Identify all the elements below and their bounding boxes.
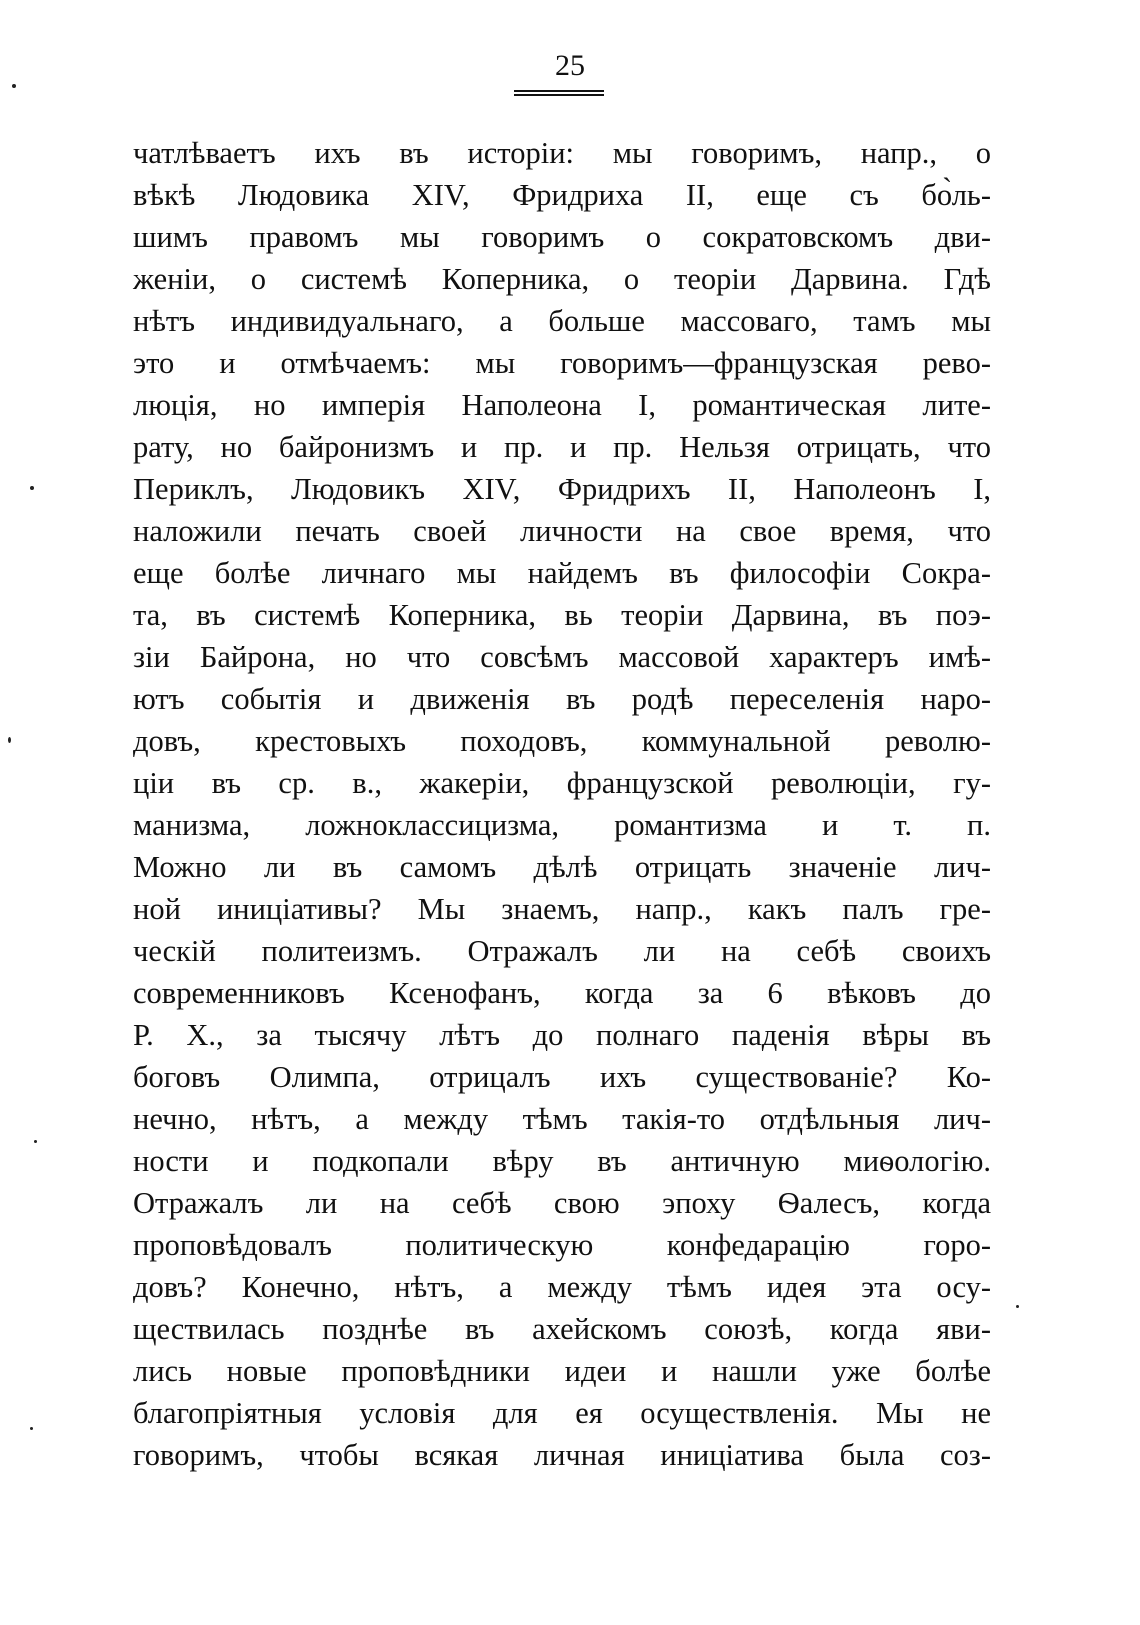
text-line: нечно, нѣтъ, а между тѣмъ такія-то отдѣльныя лич- <box>133 1102 991 1136</box>
text-line: говоримъ, чтобы всякая личная иниціатива была соз- <box>133 1438 991 1472</box>
scan-speck <box>30 1427 33 1430</box>
text-line: люція, но имперія Наполеона I, романтическая лите- <box>133 388 991 422</box>
text-line: манизма, ложноклассицизма, романтизма и т. п. <box>133 808 991 842</box>
text-line: довъ? Конечно, нѣтъ, а между тѣмъ идея эта осу- <box>133 1270 991 1304</box>
text-line: рату, но байронизмъ и пр. и пр. Нельзя отрицать, что <box>133 430 991 464</box>
text-line: чатлѣваетъ ихъ въ исторіи: мы говоримъ, напр., о <box>133 136 991 170</box>
text-line: современниковъ Ксенофанъ, когда за 6 вѣковъ до <box>133 976 991 1010</box>
text-line: боговъ Олимпа, отрицалъ ихъ существованіе? Ко- <box>133 1060 991 1094</box>
text-line: благопріятныя условія для ея осуществленія. Мы не <box>133 1396 991 1430</box>
text-line: еще болѣе личнаго мы найдемъ въ философіи Сокра- <box>133 556 991 590</box>
text-line: ной иниціативы? Мы знаемъ, напр., какъ палъ гре- <box>133 892 991 926</box>
text-line: проповѣдовалъ политическую конфедарацію горо- <box>133 1228 991 1262</box>
text-line: ности и подкопали вѣру въ античную миѳологію. <box>133 1144 991 1178</box>
text-line: та, въ системѣ Коперника, вь теоріи Дарвина, въ поэ- <box>133 598 991 632</box>
text-line: Можно ли въ самомъ дѣлѣ отрицать значеніе лич- <box>133 850 991 884</box>
page-number: 25 <box>555 49 585 82</box>
body-text <box>133 132 991 1476</box>
text-line: Отражалъ ли на себѣ свою эпоху Ѳалесъ, когда <box>133 1186 991 1220</box>
text-line: Р. Х., за тысячу лѣтъ до полнаго паденія вѣры въ <box>133 1018 991 1052</box>
scan-speck <box>34 1140 37 1143</box>
text-line: шимъ правомъ мы говоримъ о сократовскомъ дви- <box>133 220 991 254</box>
text-line: довъ, крестовыхъ походовъ, коммунальной револю- <box>133 724 991 758</box>
text-line: ютъ событія и движенія въ родѣ переселенія наро- <box>133 682 991 716</box>
text-line: наложили печать своей личности на свое время, что <box>133 514 991 548</box>
scan-speck <box>8 737 11 743</box>
text-line: Периклъ, Людовикъ XIV, Фридрихъ II, Наполеонъ I, <box>133 472 991 506</box>
scan-speck <box>12 84 16 88</box>
scan-speck <box>30 486 34 490</box>
page-number-double-rule <box>514 90 604 96</box>
text-line: это и отмѣчаемъ: мы говоримъ—французская рево- <box>133 346 991 380</box>
text-line: ческій политеизмъ. Отражалъ ли на себѣ своихъ <box>133 934 991 968</box>
text-line: нѣтъ индивидуальнаго, а больше массоваго, тамъ мы <box>133 304 991 338</box>
scan-speck <box>1016 1305 1019 1308</box>
text-line: женіи, о системѣ Коперника, о теоріи Дарвина. Гдѣ <box>133 262 991 296</box>
text-line: вѣкѣ Людовика XIV, Фридриха II, еще съ бо̀ль- <box>133 178 991 212</box>
text-line: лись новые проповѣдники идеи и нашли уже болѣе <box>133 1354 991 1388</box>
text-line: ціи въ ср. в., жакеріи, французской революціи, гу- <box>133 766 991 800</box>
text-line: зіи Байрона, но что совсѣмъ массовой характеръ имѣ- <box>133 640 991 674</box>
text-line: ществилась позднѣе въ ахейскомъ союзѣ, когда яви- <box>133 1312 991 1346</box>
